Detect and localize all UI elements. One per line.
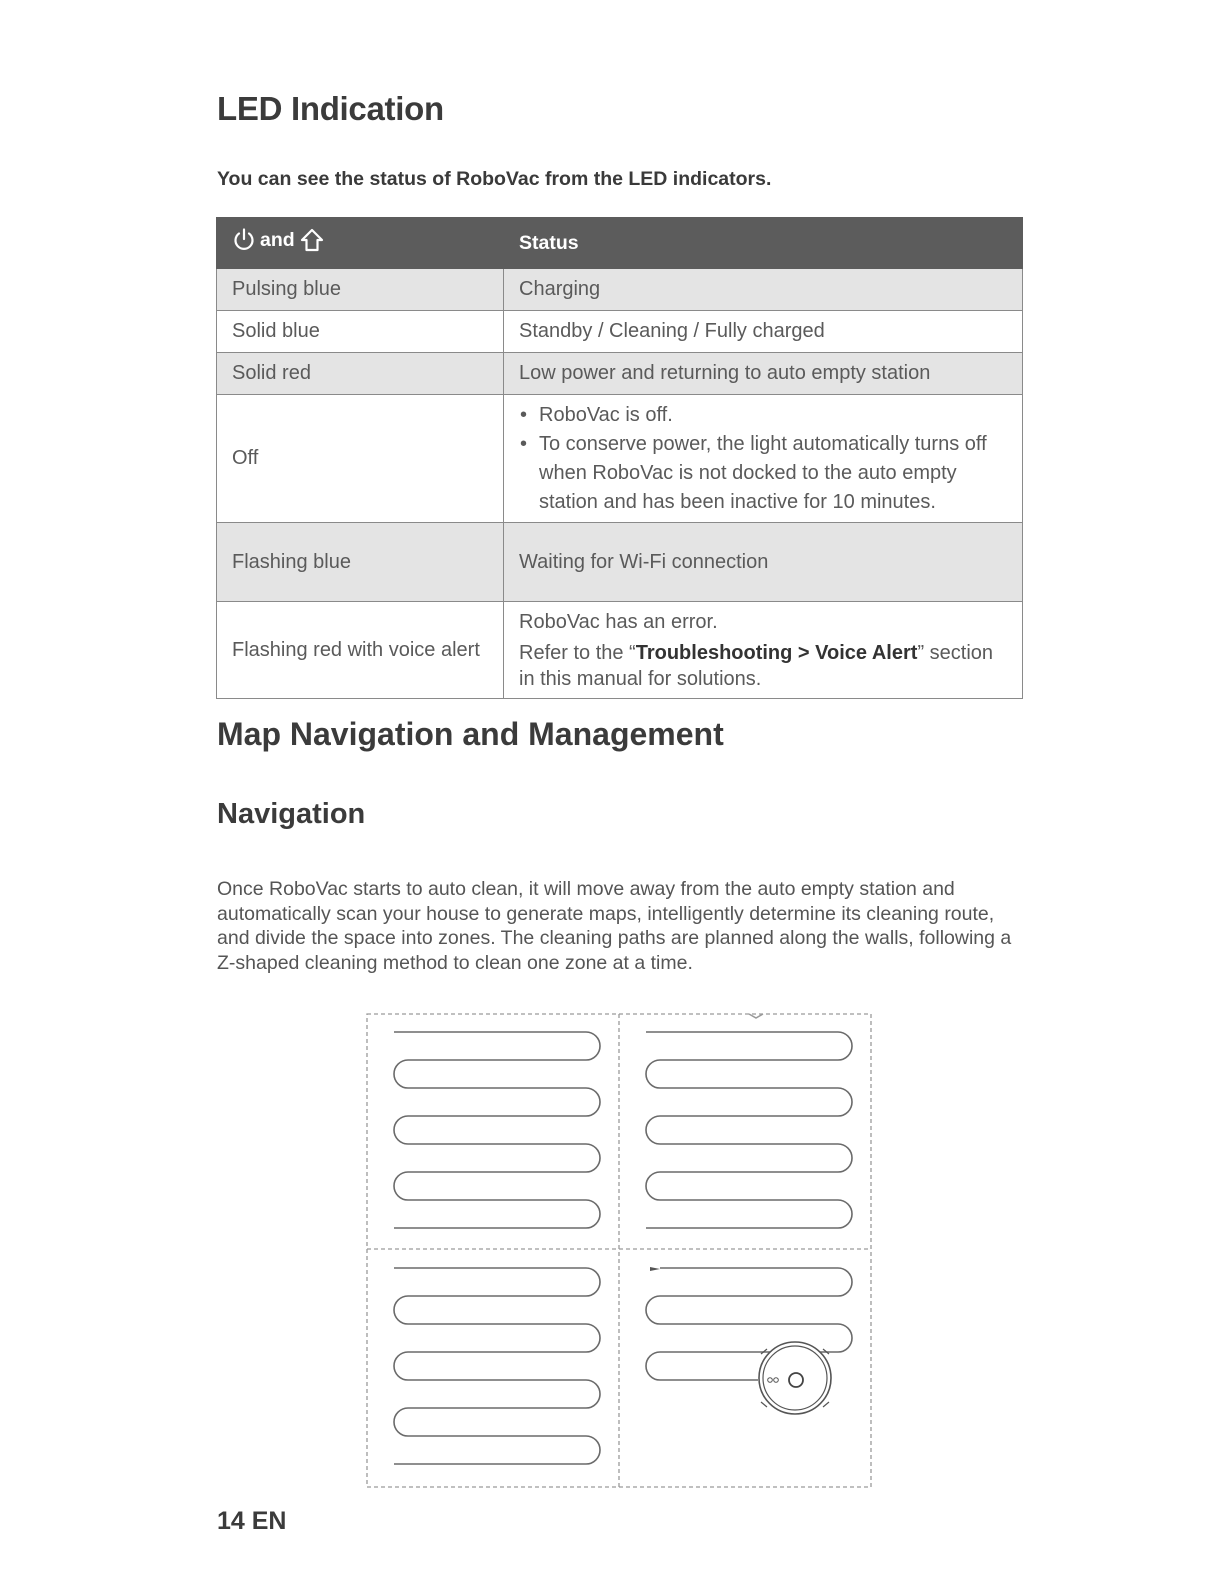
table-row — [217, 523, 1023, 602]
status-bullet: • RoboVac is off. — [519, 401, 1007, 430]
led-status-table — [216, 217, 1023, 699]
status-cell: Standby / Cleaning / Fully charged — [504, 311, 1023, 353]
status-cell: Low power and returning to auto empty station — [504, 353, 1023, 395]
light-cell: Off — [217, 395, 504, 523]
navigation-paragraph: Once RoboVac starts to auto clean, it will move away from the auto empty station and automatically scan your house to generate maps, intelligently determine its cleaning route, and divide the space into zones. The cleaning paths are planned along the walls, following a Z-shaped cleaning method to clean one zone at a time. — [217, 878, 1012, 974]
table-row — [217, 395, 1023, 523]
power-icon — [232, 227, 256, 253]
table-header-and: and — [260, 228, 295, 251]
table-row — [217, 353, 1023, 395]
section-title-map: Map Navigation and Management — [217, 716, 724, 752]
page-number: 14 EN — [217, 1507, 287, 1535]
error-reference: Refer to the “Troubleshooting > Voice Alert” section in this manual for solutions. — [519, 641, 994, 690]
section-title-led: LED Indication — [217, 90, 444, 127]
voice-alert-ref: Voice Alert — [815, 641, 918, 664]
light-cell: Solid blue — [217, 311, 504, 353]
light-cell: Pulsing blue — [217, 269, 504, 311]
troubleshooting-ref: Troubleshooting — [635, 641, 793, 664]
status-bullet: • To conserve power, the light automatically turns off when RoboVac is not docked to the auto empty station and has been inactive for 10 minutes. — [519, 430, 1007, 517]
status-cell — [504, 395, 1023, 523]
table-header-status: Status — [504, 218, 1023, 269]
table-row — [217, 602, 1023, 699]
cleaning-path-zone-3 — [394, 1268, 600, 1464]
led-intro: You can see the status of RoboVac from the LED indicators. — [217, 168, 772, 190]
status-bullet-list — [519, 401, 1007, 517]
cleaning-path-zone-1 — [394, 1032, 600, 1228]
table-row — [217, 311, 1023, 353]
error-line: RoboVac has an error. — [519, 610, 718, 633]
light-cell: Flashing red with voice alert — [217, 602, 504, 699]
home-icon — [299, 227, 325, 253]
cleaning-path-zone-2 — [646, 1032, 852, 1228]
light-cell: Solid red — [217, 353, 504, 395]
status-cell — [504, 602, 1023, 699]
status-cell: Waiting for Wi-Fi connection — [504, 523, 1023, 602]
table-row — [217, 269, 1023, 311]
zone-cleaning-figure — [364, 1010, 876, 1497]
table-header-indicator — [217, 218, 504, 269]
zone-diagram — [364, 1010, 876, 1492]
subsection-title-navigation: Navigation — [217, 798, 366, 830]
robovac-icon — [759, 1342, 831, 1414]
status-cell: Charging — [504, 269, 1023, 311]
start-arrow-icon — [650, 1267, 660, 1271]
light-cell: Flashing blue — [217, 523, 504, 602]
